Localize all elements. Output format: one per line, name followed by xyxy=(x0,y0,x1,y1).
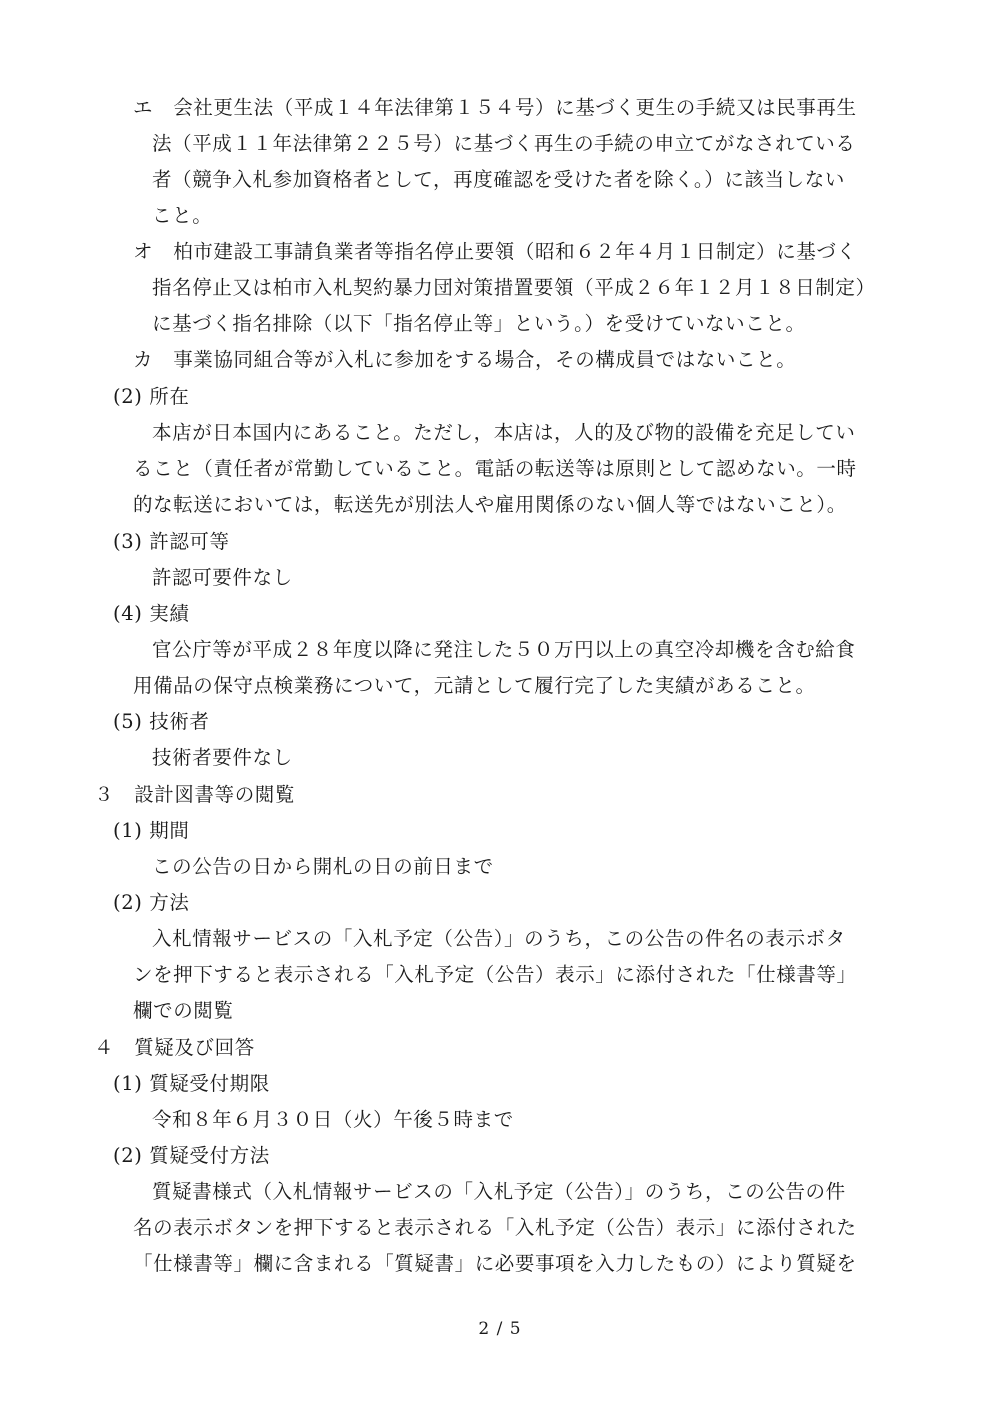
engineer-text: 技術者要件なし xyxy=(152,746,293,769)
section-heading-period: (1) 期間 xyxy=(113,819,190,842)
item-o-line-2: 指名停止又は柏市入札契約暴力団対策措置要領（平成２６年１２月１８日制定） xyxy=(152,276,876,299)
item-e-line-2: 法（平成１１年法律第２２５号）に基づく再生の手続の申立てがなされている xyxy=(152,132,856,155)
record-text-line-1: 官公庁等が平成２８年度以降に発注した５０万円以上の真空冷却機を含む給食 xyxy=(152,638,856,661)
item-ka-line-1: カ 事業協同組合等が入札に参加をする場合，その構成員ではないこと。 xyxy=(133,348,797,371)
chapter-heading-3: ３ 設計図書等の閲覧 xyxy=(94,783,296,806)
location-text-line-3: 的な転送においては，転送先が別法人や雇用関係のない個人等ではないこと）。 xyxy=(133,493,847,516)
item-o-line-1: オ 柏市建設工事請負業者等指名停止要領（昭和６２年４月１日制定）に基づく xyxy=(133,240,857,263)
location-text-line-1: 本店が日本国内にあること。ただし，本店は，人的及び物的設備を充足してい xyxy=(152,421,856,444)
item-e-line-4: こと。 xyxy=(152,204,213,227)
period-text: この公告の日から開札の日の前日まで xyxy=(152,855,494,878)
record-text-line-2: 用備品の保守点検業務について，元請として履行完了した実績があること。 xyxy=(133,674,816,697)
method-text-line-3: 欄での閲覧 xyxy=(133,999,234,1022)
submission-text-line-3: 「仕様書等」欄に含まれる「質疑書」に必要事項を入力したもの）により質疑を xyxy=(133,1252,857,1275)
section-heading-engineer: (5) 技術者 xyxy=(113,710,210,733)
chapter-heading-4: ４ 質疑及び回答 xyxy=(94,1036,255,1059)
section-heading-submission: (2) 質疑受付方法 xyxy=(113,1144,270,1167)
item-e-line-1: エ 会社更生法（平成１４年法律第１５４号）に基づく更生の手続又は民事再生 xyxy=(133,96,857,119)
item-o-line-3: に基づく指名排除（以下「指名停止等」という。）を受けていないこと。 xyxy=(152,312,806,335)
section-heading-deadline: (1) 質疑受付期限 xyxy=(113,1072,270,1095)
item-e-line-3: 者（競争入札参加資格者として，再度確認を受けた者を除く。）に該当しない xyxy=(152,168,845,191)
submission-text-line-1: 質疑書様式（入札情報サービスの「入札予定（公告）」のうち，この公告の件 xyxy=(152,1180,846,1203)
section-heading-record: (4) 実績 xyxy=(113,602,190,625)
page-number: 2 / 5 xyxy=(478,1319,522,1339)
deadline-text: 令和８年６月３０日（火）午後５時まで xyxy=(152,1108,514,1131)
permits-text: 許認可要件なし xyxy=(152,566,293,589)
method-text-line-2: ンを押下すると表示される「入札予定（公告）表示」に添付された「仕様書等」 xyxy=(133,963,857,986)
section-heading-location: (2) 所在 xyxy=(113,385,190,408)
section-heading-permits: (3) 許認可等 xyxy=(113,530,230,553)
location-text-line-2: ること（責任者が常勤していること。電話の転送等は原則として認めない。一時 xyxy=(133,457,857,480)
method-text-line-1: 入札情報サービスの「入札予定（公告）」のうち，この公告の件名の表示ボタ xyxy=(152,927,846,950)
submission-text-line-2: 名の表示ボタンを押下すると表示される「入札予定（公告）表示」に添付された xyxy=(133,1216,857,1239)
section-heading-method: (2) 方法 xyxy=(113,891,190,914)
